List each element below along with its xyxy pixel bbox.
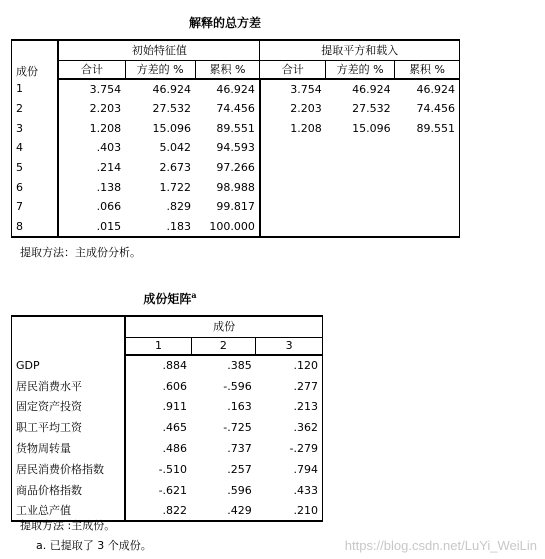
variable-label: 工业总产值 bbox=[12, 501, 126, 522]
value-cell: 2.203 bbox=[89, 102, 122, 116]
col-header: 方差的 % bbox=[125, 60, 195, 79]
col-header: 合计 bbox=[58, 60, 125, 79]
value-cell: .138 bbox=[96, 180, 122, 194]
table-row bbox=[12, 438, 323, 459]
table-row bbox=[12, 217, 460, 237]
value-cell: 1.722 bbox=[159, 180, 192, 194]
variable-label: 商品价格指数 bbox=[12, 480, 126, 501]
value-cell: 97.266 bbox=[216, 161, 255, 175]
loading-cell: .163 bbox=[227, 400, 252, 414]
component-number: 1 bbox=[12, 79, 59, 99]
value-cell: 89.551 bbox=[395, 118, 460, 138]
variable-label: GDP bbox=[12, 355, 126, 376]
value-cell: 98.988 bbox=[216, 180, 255, 194]
loading-cell: .596 bbox=[227, 483, 252, 497]
value-cell: 46.924 bbox=[152, 82, 192, 96]
value-cell: 27.532 bbox=[352, 102, 391, 116]
variable-label: 居民消费水平 bbox=[12, 376, 126, 397]
value-cell bbox=[326, 197, 395, 217]
table2-title-sup: a bbox=[191, 290, 197, 300]
value-cell bbox=[260, 138, 326, 158]
table2-title: 成份矩阵$^a$ bbox=[143, 290, 197, 306]
col-header: 累积 % bbox=[395, 60, 460, 79]
loading-cell: .120 bbox=[256, 355, 323, 376]
value-cell: .214 bbox=[96, 161, 122, 175]
col-header: 方差的 % bbox=[326, 60, 395, 79]
value-cell: 3.754 bbox=[89, 82, 122, 96]
loading-cell: .822 bbox=[125, 501, 191, 522]
value-cell bbox=[260, 217, 326, 237]
variable-label: 居民消费价格指数 bbox=[12, 459, 126, 480]
table-row bbox=[12, 397, 323, 418]
component-number: 2 bbox=[12, 99, 59, 119]
value-cell bbox=[260, 197, 326, 217]
value-cell: .015 bbox=[58, 217, 125, 237]
component-number: 8 bbox=[12, 217, 59, 237]
value-cell bbox=[326, 217, 395, 237]
value-cell bbox=[395, 217, 460, 237]
value-cell: 2.673 bbox=[159, 161, 192, 175]
loading-cell: .210 bbox=[256, 501, 323, 522]
value-cell bbox=[260, 158, 326, 178]
loading-cell: .433 bbox=[256, 480, 323, 501]
loading-cell: -.510 bbox=[158, 462, 188, 476]
table1-title: 解释的总方差 bbox=[188, 16, 261, 30]
loading-cell: .465 bbox=[162, 421, 188, 435]
loading-cell: -.596 bbox=[223, 379, 252, 393]
value-cell: 89.551 bbox=[216, 121, 255, 135]
loading-cell: -.279 bbox=[256, 438, 323, 459]
value-cell: 94.593 bbox=[216, 141, 255, 155]
col-header: 累积 % bbox=[195, 60, 260, 79]
table-row bbox=[12, 417, 323, 438]
loading-cell: .606 bbox=[162, 379, 188, 393]
value-cell: 46.924 bbox=[352, 82, 391, 96]
value-cell: 99.817 bbox=[216, 200, 255, 214]
table-row bbox=[12, 99, 460, 119]
value-cell: .829 bbox=[166, 200, 192, 214]
loading-cell: .277 bbox=[256, 376, 323, 397]
loading-cell: .884 bbox=[162, 359, 188, 373]
table-row bbox=[12, 79, 460, 99]
col-header: 3 bbox=[256, 337, 323, 355]
table-row bbox=[12, 177, 460, 197]
value-cell bbox=[326, 158, 395, 178]
value-cell: 5.042 bbox=[159, 141, 192, 155]
loading-cell: .429 bbox=[191, 501, 256, 522]
table-row bbox=[12, 138, 460, 158]
variance-table bbox=[11, 39, 460, 238]
table-row bbox=[12, 480, 323, 501]
value-cell bbox=[260, 177, 326, 197]
row-header-empty bbox=[12, 316, 126, 355]
value-cell bbox=[395, 177, 460, 197]
loading-cell: .737 bbox=[227, 442, 252, 456]
value-cell: 2.203 bbox=[260, 99, 326, 119]
table-row bbox=[12, 158, 460, 178]
value-cell: 3.754 bbox=[260, 79, 326, 99]
value-cell: 27.532 bbox=[152, 102, 192, 116]
value-cell: 15.096 bbox=[352, 121, 391, 135]
value-cell: 1.208 bbox=[89, 121, 122, 135]
variable-label: 职工平均工资 bbox=[12, 417, 126, 438]
value-cell bbox=[395, 158, 460, 178]
component-matrix-table bbox=[11, 315, 323, 522]
value-cell: 15.096 bbox=[152, 121, 192, 135]
loading-cell: .213 bbox=[256, 397, 323, 418]
component-number: 4 bbox=[12, 138, 59, 158]
watermark: https://blog.csdn.net/LuYi_WeiLin bbox=[344, 538, 537, 553]
component-number: 7 bbox=[12, 197, 59, 217]
value-cell: 1.208 bbox=[260, 118, 326, 138]
table2-footnote-method: 提取方法 :主成份。 bbox=[20, 519, 116, 532]
loading-cell: .794 bbox=[256, 459, 323, 480]
col-header: 2 bbox=[191, 337, 256, 355]
loading-cell: -.621 bbox=[158, 483, 188, 497]
value-cell bbox=[395, 197, 460, 217]
table-row bbox=[12, 118, 460, 138]
component-number: 3 bbox=[12, 118, 59, 138]
value-cell: 46.924 bbox=[395, 79, 460, 99]
value-cell bbox=[326, 177, 395, 197]
loading-cell: .362 bbox=[256, 417, 323, 438]
value-cell bbox=[326, 138, 395, 158]
loading-cell: -.725 bbox=[223, 421, 252, 435]
value-cell bbox=[395, 138, 460, 158]
value-cell: .066 bbox=[96, 200, 122, 214]
table2-footnote-a: a. 已提取了 3 个成份。 bbox=[36, 539, 152, 552]
table-row bbox=[12, 376, 323, 397]
value-cell: 74.456 bbox=[216, 102, 255, 116]
value-cell: .403 bbox=[96, 141, 122, 155]
variable-label: 货物周转量 bbox=[12, 438, 126, 459]
table1-footnote: 提取方法：主成份分析。 bbox=[20, 246, 141, 259]
loading-cell: .257 bbox=[227, 462, 252, 476]
group-extraction-loadings: 提取平方和载入 bbox=[260, 40, 460, 60]
table-row bbox=[12, 197, 460, 217]
value-cell: 74.456 bbox=[395, 99, 460, 119]
group-initial-eigenvalues: 初始特征值 bbox=[58, 40, 260, 60]
value-cell: .183 bbox=[125, 217, 195, 237]
variable-label: 固定资产投资 bbox=[12, 397, 126, 418]
component-number: 6 bbox=[12, 177, 59, 197]
component-number: 5 bbox=[12, 158, 59, 178]
group-component: 成份 bbox=[125, 316, 322, 337]
table-row bbox=[12, 459, 323, 480]
row-header-component: 成份 bbox=[12, 40, 59, 79]
loading-cell: .385 bbox=[227, 359, 252, 373]
col-header: 合计 bbox=[260, 60, 326, 79]
value-cell: 46.924 bbox=[216, 82, 255, 96]
loading-cell: .911 bbox=[162, 400, 188, 414]
loading-cell: .486 bbox=[162, 442, 188, 456]
value-cell: 100.000 bbox=[195, 217, 260, 237]
table-row bbox=[12, 355, 323, 376]
col-header: 1 bbox=[125, 337, 191, 355]
